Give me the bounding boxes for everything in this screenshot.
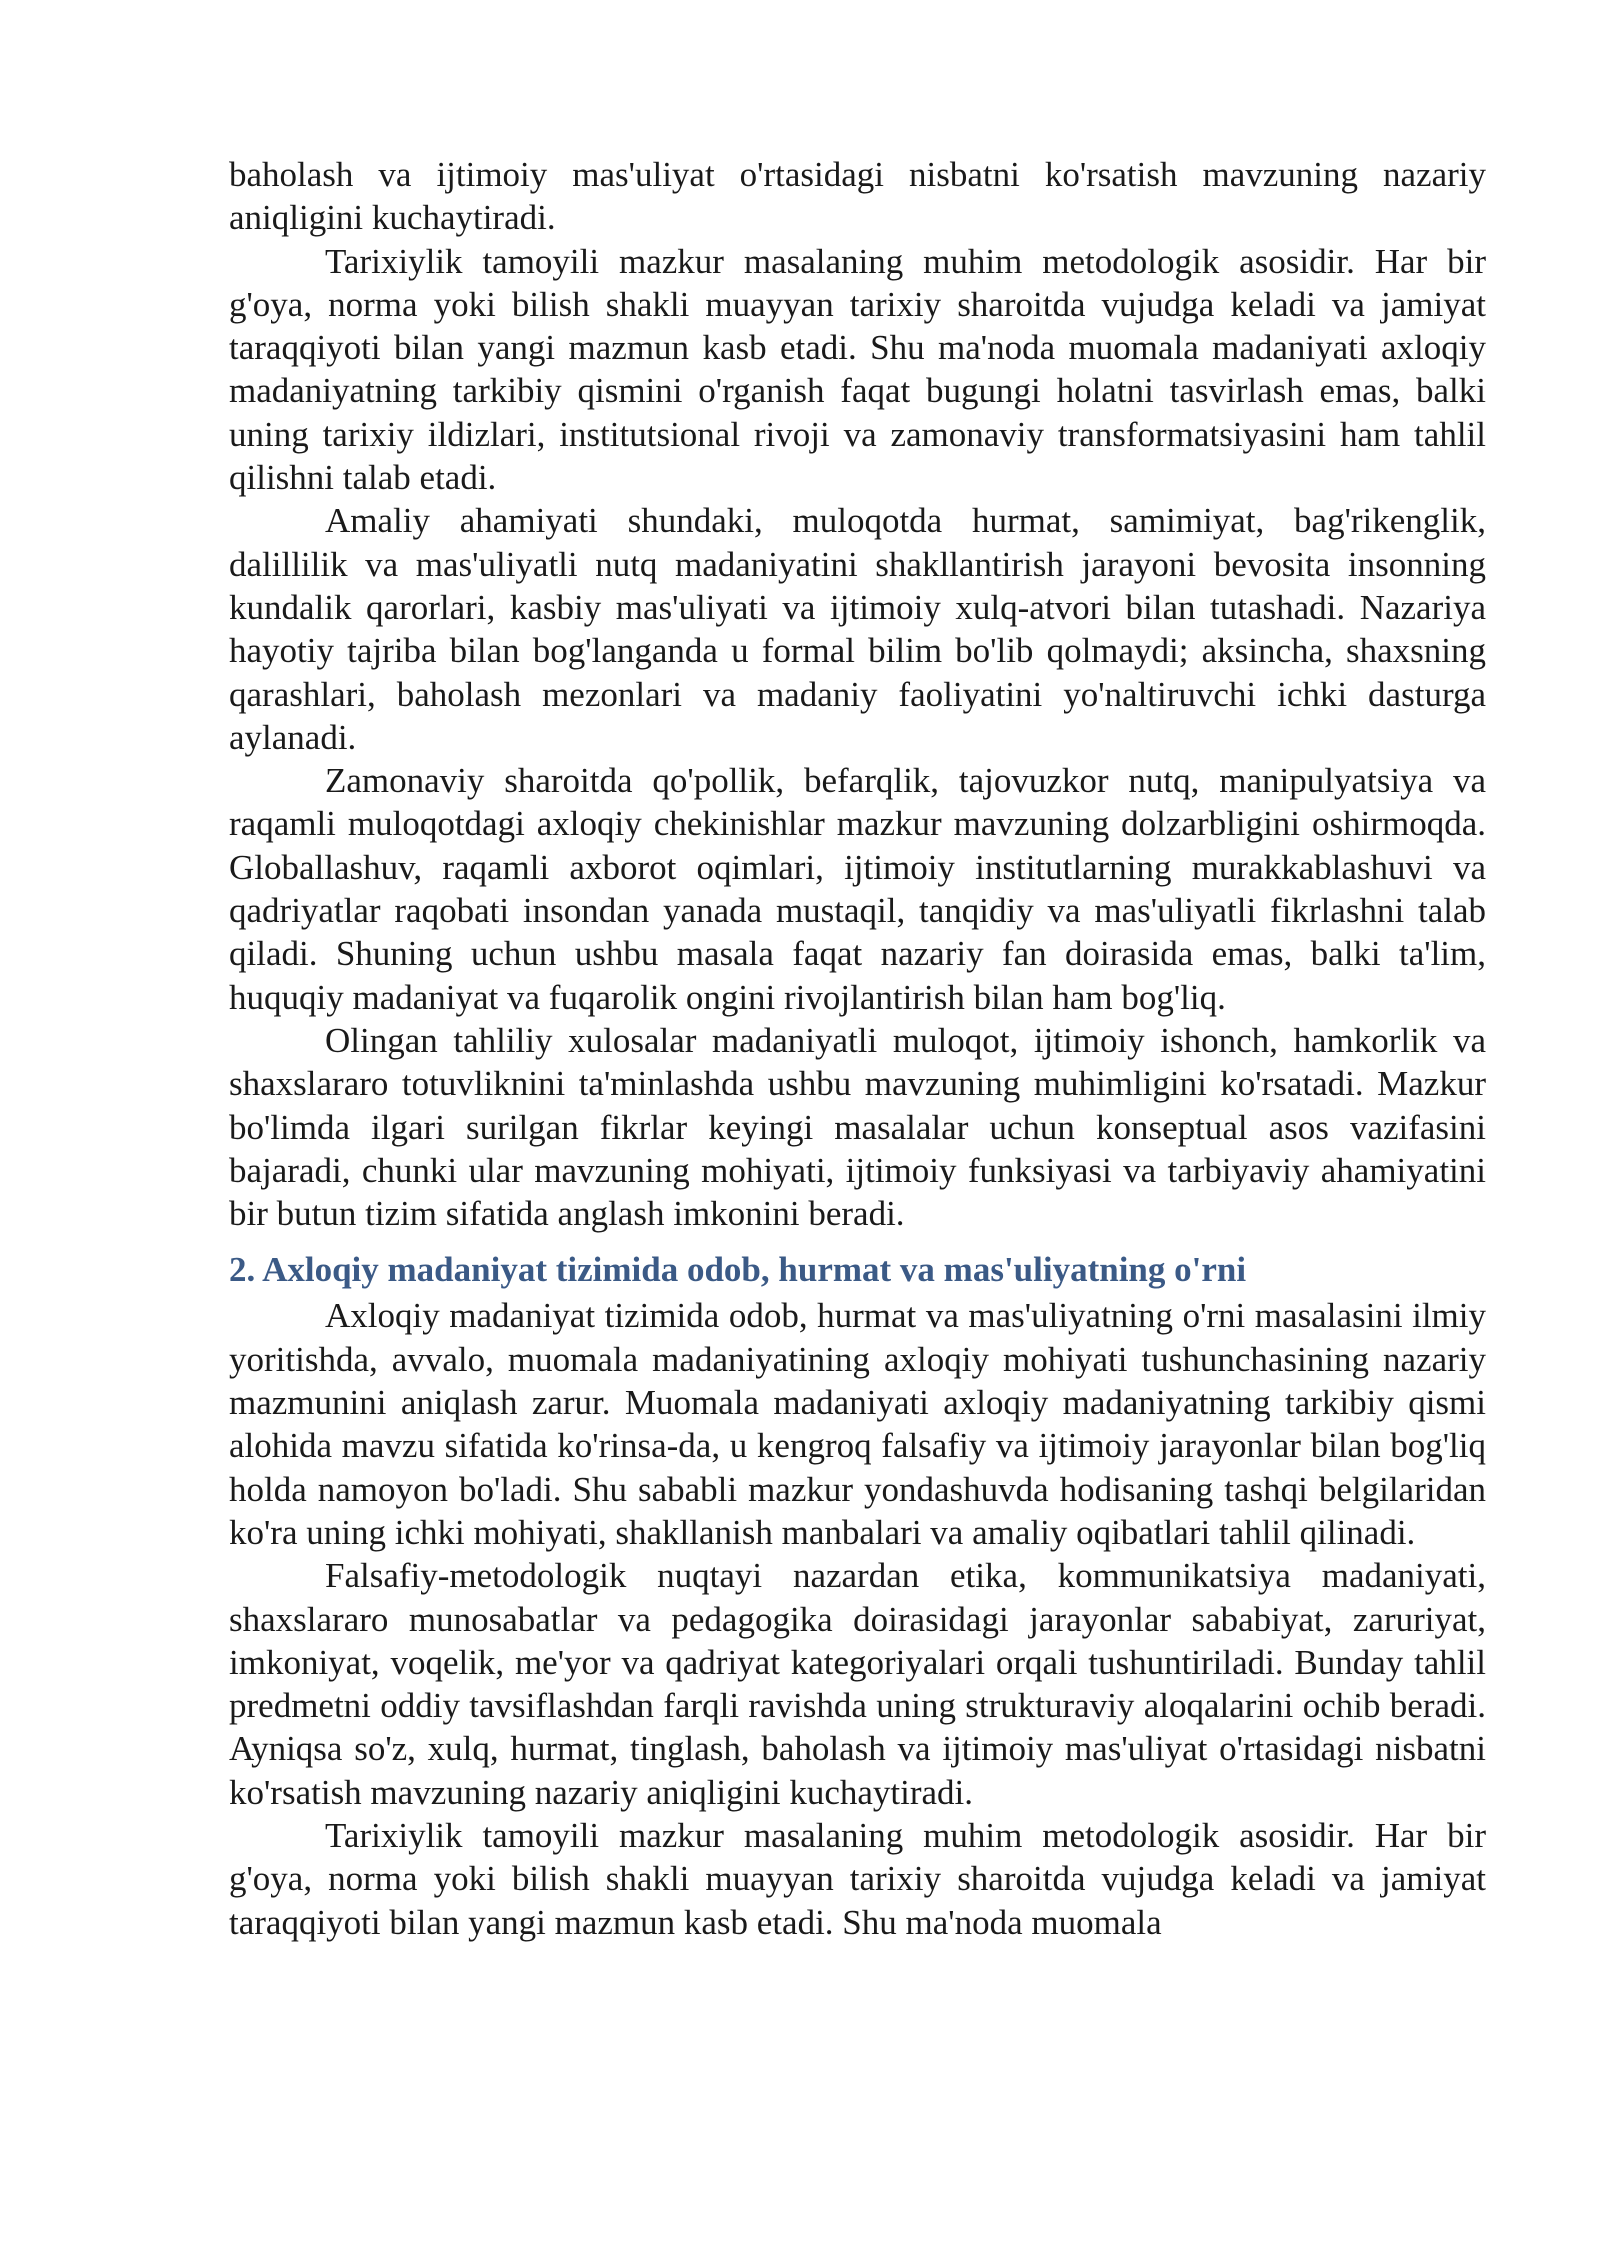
paragraph: Amaliy ahamiyati shundaki, muloqotda hurmat, samimiyat, bag'rikenglik, dalillilik va mas'uliyatli nutq madaniyatini shakllantirish jarayoni bevosita insonning kundalik qarorlari, kasbiy mas'uliyati va ijtimoiy xulq-atvori bilan tutashadi. Nazariya hayotiy tajriba bilan bog'langanda u formal bilim bo'lib qolmaydi; aksincha, shaxsning qarashlari, baholash mezonlari va madaniy faoliyatini yo'naltiruvchi ichki dasturga aylanadi. bbox=[229, 501, 1486, 757]
paragraph-group-before bbox=[229, 153, 1486, 1235]
paragraph: Tarixiylik tamoyili mazkur masalaning muhim metodologik asosidir. Har bir g'oya, norma yoki bilish shakli muayyan tarixiy sharoitda vujudga keladi va jamiyat taraqqiyoti bilan yangi mazmun kasb etadi. Shu ma'noda muomala bbox=[229, 1815, 1486, 1942]
paragraph: Axloqiy madaniyat tizimida odob, hurmat va mas'uliyatning o'rni masalasini ilmiy yoritishda, avvalo, muomala madaniyatining axloqiy mohiyati tushunchasining nazariy mazmunini aniqlash zarur. Muomala madaniyati axloqiy madaniyatning tarkibiy qismi alohida mavzu sifatida ko'rinsa-da, u kengroq falsafiy va ijtimoiy jarayonlar bilan bog'liq holda namoyon bo'ladi. Shu sababli mazkur yondashuvda hodisaning tashqi belgilaridan ko'ra uning ichki mohiyati, shakllanish manbalari va amaliy oqibatlari tahlil qilinadi. bbox=[229, 1296, 1486, 1552]
paragraph-group-after bbox=[229, 1294, 1486, 1943]
paragraph: Olingan tahliliy xulosalar madaniyatli muloqot, ijtimoiy ishonch, hamkorlik va shaxslararo totuvliknini ta'minlashda ushbu mavzuning muhimligini ko'rsatadi. Mazkur bo'limda ilgari surilgan fikrlar keyingi masalalar uchun konseptual asos vazifasini bajaradi, chunki ular mavzuning mohiyati, ijtimoiy funksiyasi va tarbiyaviy ahamiyatini bir butun tizim sifatida anglash imkonini beradi. bbox=[229, 1020, 1486, 1234]
paragraph: baholash va ijtimoiy mas'uliyat o'rtasidagi nisbatni ko'rsatish mavzuning nazariy aniqligini kuchaytiradi. bbox=[229, 155, 1486, 238]
paragraph: Zamonaviy sharoitda qo'pollik, befarqlik, tajovuzkor nutq, manipulyatsiya va raqamli muloqotdagi axloqiy chekinishlar mazkur mavzuning dolzarbligini oshirmoqda. Globallashuv, raqamli axborot oqimlari, ijtimoiy institutlarning murakkablashuvi va qadriyatlar raqobati insondan yanada mustaqil, tanqidiy va mas'uliyatli fikrlashni talab qiladi. Shuning uchun ushbu masala faqat nazariy fan doirasida emas, balki ta'lim, huquqiy madaniyat va fuqarolik ongini rivojlantirish bilan ham bog'liq. bbox=[229, 761, 1486, 1017]
paragraph: Tarixiylik tamoyili mazkur masalaning muhim metodologik asosidir. Har bir g'oya, norma yoki bilish shakli muayyan tarixiy sharoitda vujudga keladi va jamiyat taraqqiyoti bilan yangi mazmun kasb etadi. Shu ma'noda muomala madaniyati axloqiy madaniyatning tarkibiy qismini o'rganish faqat bugungi holatni tasvirlash emas, balki uning tarixiy ildizlari, institutsional rivoji va zamonaviy transformatsiyasini ham tahlil qilishni talab etadi. bbox=[229, 241, 1486, 498]
paragraph: Falsafiy-metodologik nuqtayi nazardan etika, kommunikatsiya madaniyati, shaxslararo munosabatlar va pedagogika doirasidagi jarayonlar sababiyat, zaruriyat, imkoniyat, voqelik, me'yor va qadriyat kategoriyalari orqali tushuntiriladi. Bunday tahlil predmetni oddiy tavsiflashdan farqli ravishda uning strukturaviy aloqalarini ochib beradi. Ayniqsa so'z, xulq, hurmat, tinglash, baholash va ijtimoiy mas'uliyat o'rtasidagi nisbatni ko'rsatish mavzuning nazariy aniqligini kuchaytiradi. bbox=[229, 1556, 1486, 1812]
section-heading: 2. Axloqiy madaniyat tizimida odob, hurmat va mas'uliyatning o'rni bbox=[229, 1250, 1247, 1290]
document-page bbox=[229, 153, 1486, 1944]
